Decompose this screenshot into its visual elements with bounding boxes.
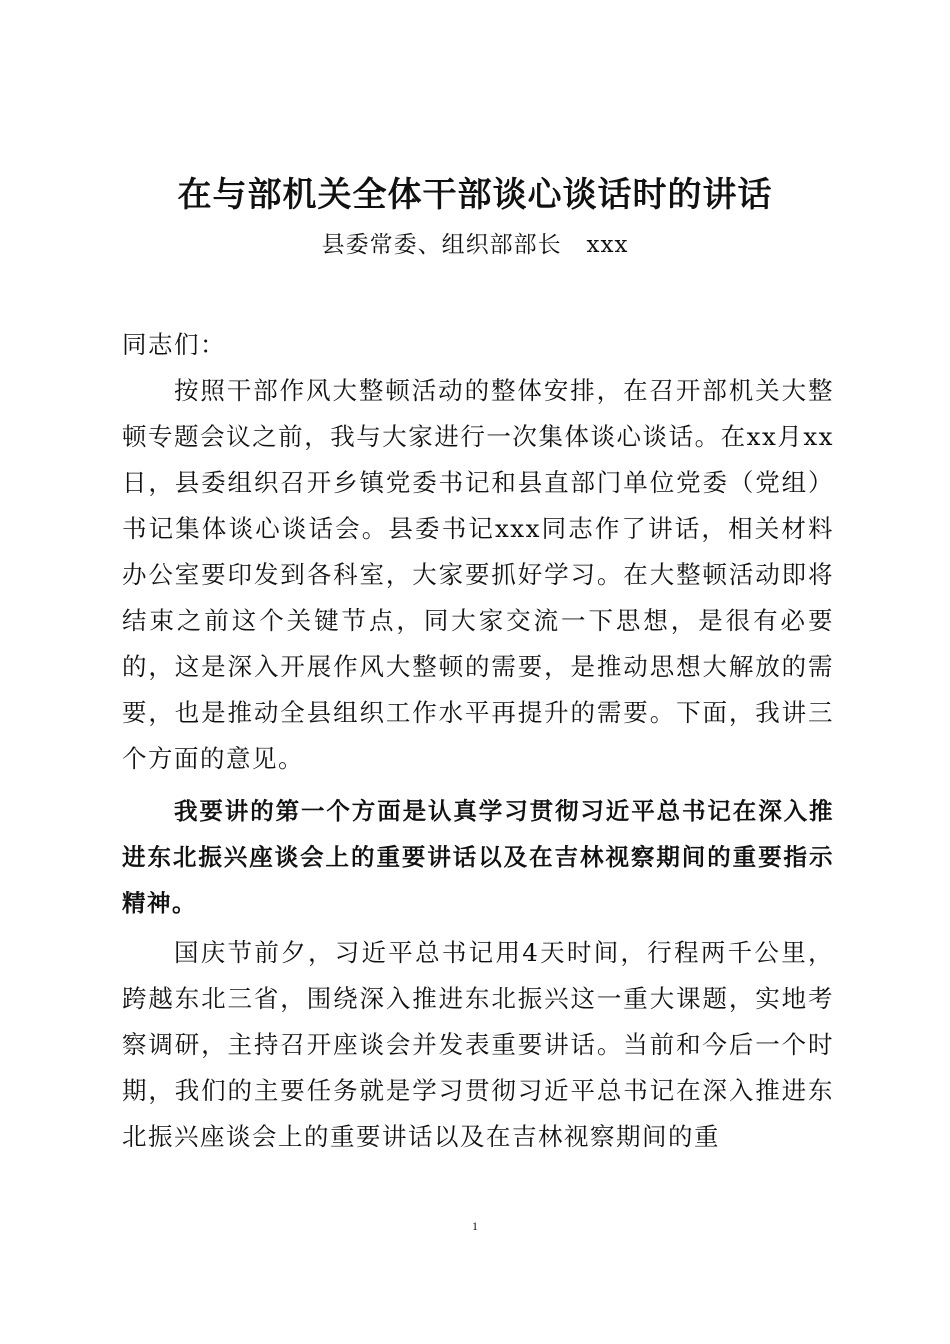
- paragraph-section-1: 国庆节前夕，习近平总书记用4天时间，行程两千公里，跨越东北三省，围绕深入推进东北振兴这一重大课题，实地考察调研，主持召开座谈会并发表重要讲话。当前和今后一个时期，我们的主要任务就是学习贯彻习近平总书记在深入推进东北振兴座谈会上的重要讲话以及在吉林视察期间的重: [122, 938, 834, 1151]
- section-heading-1: 我要讲的第一个方面是认真学习贯彻习近平总书记在深入推进东北振兴座谈会上的重要讲话以及在吉林视察期间的重要指示精神。: [122, 797, 834, 917]
- page-number: 1: [472, 1219, 478, 1233]
- salutation: 同志们：: [122, 330, 226, 359]
- document-body: [122, 322, 834, 1160]
- paragraph-intro: 按照干部作风大整顿活动的整体安排，在召开部机关大整顿专题会议之前，我与大家进行一次集体谈心谈话。在xx月xx日，县委组织召开乡镇党委书记和县直部门单位党委（党组）书记集体谈心谈话会。县委书记xxx同志作了讲话，相关材料办公室要印发到各科室，大家要抓好学习。在大整顿活动即将结束之前这个关键节点，同大家交流一下思想，是很有必要的，这是深入开展作风大整顿的需要，是推动思想大解放的需要，也是推动全县组织工作水平再提升的需要。下面，我讲三个方面的意见。: [122, 376, 834, 773]
- document-title: 在与部机关全体干部谈心谈话时的讲话: [177, 175, 773, 215]
- document-subtitle: 县委常委、组织部部长 xxx: [321, 232, 629, 258]
